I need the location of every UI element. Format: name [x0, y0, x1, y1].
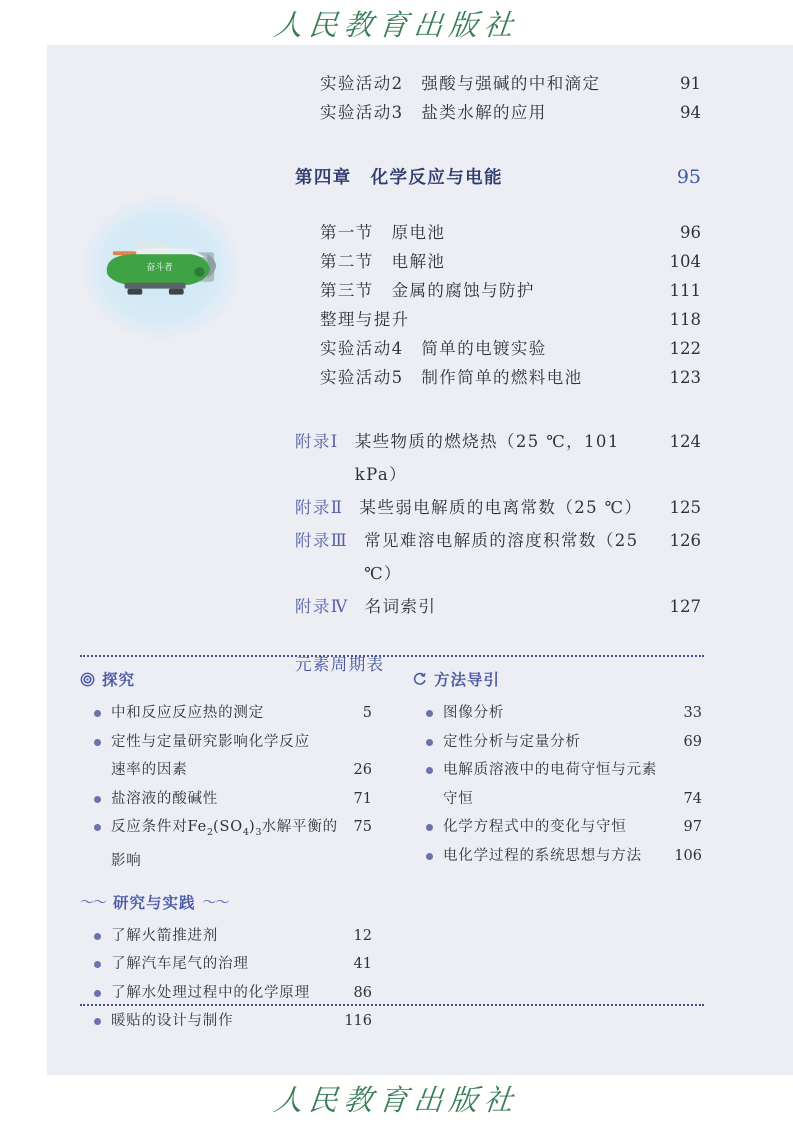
- appendix-row: [295, 524, 701, 590]
- toc-entry-page: 111: [669, 281, 701, 300]
- bullet-icon: [94, 710, 101, 717]
- toc-entry-label: 整理与提升: [320, 310, 410, 329]
- item-page: 116: [344, 1013, 372, 1030]
- bullet-icon: [94, 739, 101, 746]
- item-label: 了解水处理过程中的化学原理: [111, 984, 310, 1001]
- bullet-icon: [426, 824, 433, 831]
- item-label: 定性与定量研究影响化学反应: [111, 733, 310, 750]
- research-title: 研究与实践: [113, 893, 196, 912]
- chapter-page: 95: [676, 166, 701, 188]
- appendix-label: 常见难溶电解质的溶度积常数（25 ℃）: [364, 531, 639, 583]
- list-item: [80, 1007, 372, 1036]
- bullet-icon: [94, 933, 101, 940]
- toc-row: [295, 98, 701, 127]
- appendix-page: 125: [669, 498, 701, 517]
- item-label: 速率的因素: [111, 762, 188, 778]
- bullet-icon: [94, 990, 101, 997]
- appendix-row: [295, 425, 701, 491]
- toc-entry-label: 实验活动5 制作简单的燃料电池: [320, 368, 583, 387]
- item-page: 12: [353, 927, 372, 944]
- toc-row: [295, 363, 701, 392]
- list-item: [80, 813, 372, 876]
- methods-title: 方法导引: [434, 671, 501, 689]
- appendix-label: 名词索引: [364, 597, 437, 616]
- appendix-row: [295, 590, 701, 623]
- appendix-label: 某些弱电解质的电离常数（25 ℃）: [359, 498, 643, 517]
- bullet-icon: [94, 824, 101, 831]
- list-item-continuation: [80, 756, 372, 785]
- appendix-page: 127: [669, 597, 701, 616]
- item-page: 69: [683, 733, 702, 750]
- list-item: [412, 813, 702, 842]
- research-heading: [80, 890, 372, 914]
- toc-entry-label: 第三节 金属的腐蚀与防护: [320, 281, 535, 300]
- item-page: 5: [362, 705, 372, 721]
- appendix-page: 126: [669, 531, 701, 550]
- toc-page-body: [47, 45, 793, 1075]
- item-label: 图像分析: [443, 705, 505, 721]
- item-page: 75: [353, 819, 372, 835]
- toc-entry-label: 实验活动3 盐类水解的应用: [320, 103, 547, 122]
- appendix-prefix: 附录Ⅰ: [295, 432, 339, 451]
- item-label: 电化学过程的系统思想与方法: [443, 847, 642, 864]
- bullet-icon: [426, 710, 433, 717]
- item-label: 电解质溶液中的电荷守恒与元素: [443, 762, 658, 778]
- list-item: [80, 950, 372, 979]
- bullet-icon: [426, 739, 433, 746]
- publisher-logo-top: 人民教育出版社: [272, 8, 521, 42]
- item-label: 中和反应反应热的测定: [111, 705, 264, 721]
- item-page: 86: [353, 984, 372, 1001]
- toc-entry-label: 第二节 电解池: [320, 252, 446, 271]
- list-item: [412, 756, 702, 785]
- list-item-continuation: [412, 785, 702, 814]
- toc-row: [295, 218, 701, 247]
- item-page: 41: [353, 956, 372, 973]
- bullet-icon: [94, 796, 101, 803]
- toc-entry-page: 104: [669, 252, 701, 271]
- bullet-icon: [426, 853, 433, 860]
- item-page: 74: [683, 790, 702, 807]
- item-page: 26: [353, 762, 372, 778]
- list-item: [412, 699, 702, 728]
- chapter-title: 第四章 化学反应与电能: [295, 168, 503, 188]
- item-page: 33: [683, 705, 702, 721]
- toc-entry-label: 第一节 原电池: [320, 223, 446, 242]
- toc-row: [295, 276, 701, 305]
- dotted-divider-top: [80, 655, 704, 657]
- toc-entry-label: 实验活动2 强酸与强碱的中和滴定: [320, 74, 601, 93]
- cycle-arrow-icon: [412, 672, 427, 687]
- wave-decor-right: 〜〜: [202, 894, 229, 911]
- list-item: [412, 728, 702, 757]
- explore-heading: [80, 667, 372, 691]
- bullet-icon: [94, 961, 101, 968]
- item-label: 暖贴的设计与制作: [111, 1013, 234, 1030]
- toc-entry-label: 实验活动4 简单的电镀实验: [320, 339, 547, 358]
- toc-entry-page: 118: [669, 310, 701, 329]
- item-label: 定性分析与定量分析: [443, 733, 581, 750]
- toc-entry-page: 91: [680, 74, 701, 93]
- list-item: [80, 922, 372, 951]
- item-page: 106: [674, 847, 702, 864]
- toc-entry-page: 96: [680, 223, 701, 242]
- wave-decor-left: 〜〜: [80, 894, 106, 911]
- list-item: [80, 785, 372, 814]
- submersible-illustration: [82, 197, 240, 339]
- toc-entry-page: 122: [669, 339, 701, 358]
- dotted-divider-bottom: [80, 1004, 704, 1006]
- publisher-logo-bottom: 人民教育出版社: [272, 1083, 521, 1117]
- toc-entry-page: 94: [680, 103, 701, 122]
- chapter-sections: [295, 218, 701, 392]
- submersible-icon: [97, 230, 225, 306]
- appendix-prefix: 附录Ⅱ: [295, 498, 344, 517]
- list-item: [80, 728, 372, 757]
- toc-entry-page: 123: [669, 368, 701, 387]
- toc-row: [295, 247, 701, 276]
- bullet-icon: [426, 767, 433, 774]
- item-label: 化学方程式中的变化与守恒: [443, 819, 627, 835]
- submersible-name-label: 奋斗者: [146, 262, 173, 273]
- appendix-list: [295, 425, 701, 623]
- item-label: 守恒: [443, 790, 474, 807]
- toc-row: [295, 305, 701, 334]
- methods-heading: [412, 667, 702, 691]
- bullseye-icon: [80, 672, 95, 687]
- list-item: [412, 842, 702, 871]
- periodic-table-label: 元素周期表: [295, 655, 385, 674]
- list-item: [80, 699, 372, 728]
- appendix-prefix: 附录Ⅳ: [295, 597, 349, 616]
- explore-column: [80, 667, 372, 1036]
- item-label: 了解汽车尾气的治理: [111, 956, 249, 973]
- item-label: 盐溶液的酸碱性: [111, 790, 219, 807]
- methods-column: [412, 667, 702, 870]
- item-label: 了解火箭推进剂: [111, 927, 219, 944]
- appendix-prefix: 附录Ⅲ: [295, 531, 349, 550]
- appendix-row: [295, 491, 701, 524]
- item-page: 97: [683, 819, 702, 835]
- chemical-formula-label: 反应条件对$Fe_2(SO_4)_3$水解平衡的影响: [111, 819, 338, 870]
- item-page: 71: [353, 790, 372, 807]
- explore-title: 探究: [102, 671, 136, 689]
- appendix-page: 124: [669, 432, 701, 451]
- toc-row: [295, 334, 701, 363]
- bullet-icon: [94, 1018, 101, 1025]
- toc-row: [295, 69, 701, 98]
- table-of-contents: [295, 69, 701, 679]
- toc-chapter-row: [295, 161, 701, 194]
- appendix-label: 某些物质的燃烧热（25 ℃，101 kPa）: [354, 432, 620, 484]
